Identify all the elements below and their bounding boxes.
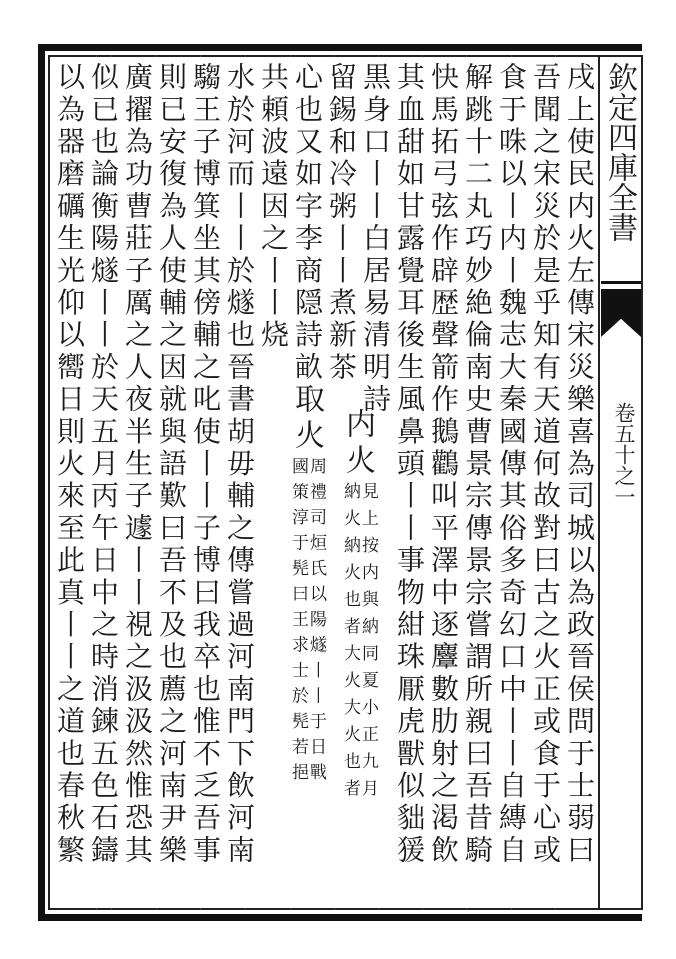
- frame-border-left: [38, 44, 45, 921]
- note-nahuo-col-left: 納火納火也者大火大火也者: [340, 482, 360, 806]
- frame-border-top: [38, 44, 642, 51]
- col-13: 則已安復為人使輔之因就與語歎曰吾不及也薦之河南尹樂: [155, 62, 188, 867]
- note-quhuo-col-left: 國策淳于髡曰王求士於髡若挹: [288, 457, 308, 789]
- inner-border-bottom: [48, 908, 642, 910]
- frame-border-bottom: [38, 914, 642, 921]
- col-3: 食于咮以丨内丨魏志大秦國傳其俗多奇幻口中丨丨自縳自: [495, 62, 528, 867]
- col-8: 留錫和冷粥丨丨煮新茶: [325, 62, 358, 384]
- margin-juan-number: 卷五十之一: [612, 402, 636, 507]
- margin-book-title: 欽定四庫全書: [602, 62, 637, 242]
- col-11: 水於河而丨丨於燧也晉書胡毋輔之傳嘗過河南門下飲河南: [223, 62, 256, 867]
- headword-nahuo-block: 内火: [340, 408, 375, 480]
- fishtail-bar: [601, 281, 641, 284]
- fishtail-mark: [601, 289, 641, 337]
- col-14: 廣擢為功曹莊子厲之人夜半生子遽丨丨視之汲汲然惟恐其: [121, 62, 154, 867]
- col-2: 吾聞之宋災於是乎知有天道何故對曰古之火正或食于心或: [529, 62, 562, 867]
- col-9: 心也又如字李商隠詩畝: [291, 62, 324, 384]
- note-quhuo-col-right: 周禮司烜氏以陽燧丨丨于日戰: [306, 457, 326, 789]
- col-15: 似已也論衡陽燧丨丨於天五月丙午日中之時消鍊五色石鑄: [87, 62, 120, 867]
- col-6: 其血甜如甘露覺耳後生風鼻頭丨丨事物紺珠厭虎獸似貀猨: [393, 62, 426, 867]
- col-5: 快馬拓弓弦作辟歴聲箭作鵝鸛叫平澤中逐麞數肋射之渇飲: [427, 62, 460, 867]
- col-4: 解跳十二丸巧妙絶倫南史曹景宗傳景宗嘗謂所親曰吾昔騎: [461, 62, 494, 867]
- text-block-tail: [50, 57, 190, 908]
- headword-quhuo-block: 取火: [289, 383, 324, 455]
- col-12: 騶王子博箕坐其傍輔之叱使丨丨子博曰我卒也惟不乏吾事: [189, 62, 222, 867]
- note-nahuo-col-right: 見上按内與納同夏小正九月: [358, 482, 378, 806]
- margin-band-line-right: [641, 55, 643, 910]
- col-1: 戌上使民内火左傳宋災樂喜為司城以為政晉侯問于士弱曰: [563, 62, 596, 867]
- col-16: 以為器磨礪生光仰以嚮日則火來至此真丨丨之道也春秋繁: [53, 62, 86, 867]
- col-7: 黒身口丨丨白居易清明詩: [359, 62, 392, 417]
- col-10: 共頼波遠因之丨丨烧: [257, 62, 290, 352]
